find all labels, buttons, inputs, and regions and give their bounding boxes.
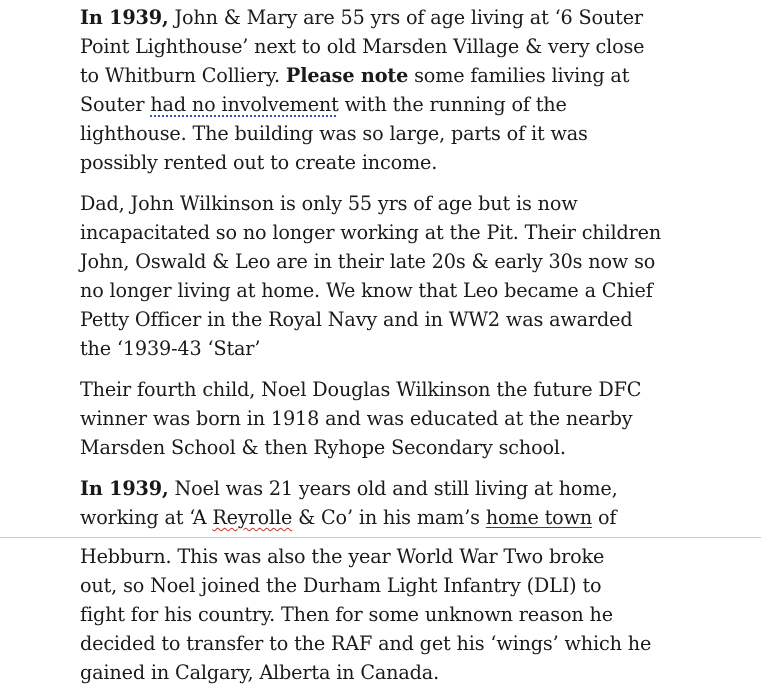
p5-line-3: fight for his country. Then for some unknown reason he <box>80 603 613 626</box>
p2-line-1: Dad, John Wilkinson is only 55 yrs of age but is now <box>80 192 578 215</box>
p5-line-1: Hebburn. This was also the year World War Two broke <box>80 545 605 568</box>
please-note-bold: Please note <box>285 64 409 87</box>
p1-line-3: to Whitburn Colliery. Please note some families living at <box>80 64 630 87</box>
p2-line-2: incapacitated so no longer working at the Pit. Their children <box>80 221 662 244</box>
home-town-link[interactable]: home town <box>485 506 593 529</box>
p2-line-6: the ‘1939-43 ‘Star’ <box>80 337 261 360</box>
paragraph-5 <box>80 542 651 687</box>
page-break-divider <box>0 537 761 538</box>
grammar-flagged-text[interactable]: had no involvement <box>150 93 339 116</box>
paragraph-3 <box>80 375 641 462</box>
p2-line-3: John, Oswald & Leo are in their late 20s & early 30s now so <box>80 250 656 273</box>
p5-line-5: gained in Calgary, Alberta in Canada. <box>80 661 440 684</box>
paragraph-2 <box>80 189 661 363</box>
p3-line-2: winner was born in 1918 and was educated at the nearby <box>80 407 633 430</box>
p3-line-3: Marsden School & then Ryhope Secondary school. <box>80 436 566 459</box>
p1-line-5: lighthouse. The building was so large, parts of it was <box>80 122 588 145</box>
p4-line-1: In 1939, Noel was 21 years old and still living at home, <box>80 477 618 500</box>
spelling-flagged-word[interactable]: Reyrolle <box>212 506 293 529</box>
p4-line-2: working at ‘A Reyrolle & Co’ in his mam’s home town of <box>80 506 617 529</box>
p4-bold-lead: In 1939, <box>80 477 169 500</box>
p1-bold-lead: In 1939, <box>80 6 169 29</box>
p5-line-2: out, so Noel joined the Durham Light Infantry (DLI) to <box>80 574 602 597</box>
p5-line-4: decided to transfer to the RAF and get his ‘wings’ which he <box>80 632 652 655</box>
p2-line-4: no longer living at home. We know that Leo became a Chief <box>80 279 653 302</box>
paragraph-1 <box>80 3 644 177</box>
p2-line-5: Petty Officer in the Royal Navy and in WW2 was awarded <box>80 308 633 331</box>
p1-line-1: In 1939, John & Mary are 55 yrs of age living at ‘6 Souter <box>80 6 643 29</box>
p1-line-6: possibly rented out to create income. <box>80 151 438 174</box>
p1-line-4: Souter had no involvement with the running of the <box>80 93 567 116</box>
p3-line-1: Their fourth child, Noel Douglas Wilkinson the future DFC <box>80 378 642 401</box>
paragraph-4 <box>80 474 618 532</box>
p1-line-2: Point Lighthouse’ next to old Marsden Village & very close <box>80 35 645 58</box>
